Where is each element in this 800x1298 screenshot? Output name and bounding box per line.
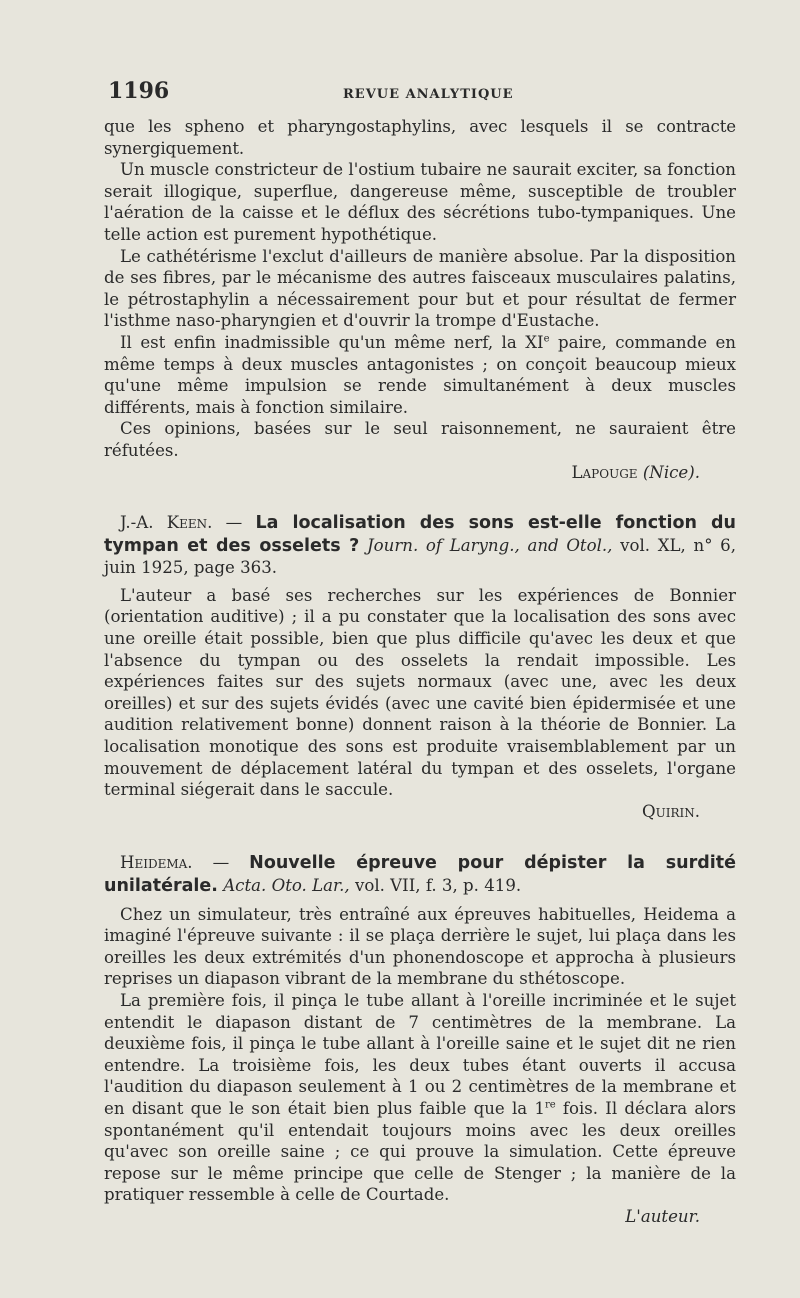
running-head: REVUE ANALYTIQUE [343,87,514,102]
citation: vol. XL, n° 6, juin 1925, page 363. [104,535,736,578]
page-body [104,116,736,1228]
article-heading: Heidema. — Nouvelle épreuve pour dépister la surdité unilatérale. Acta. Oto. Lar., vol. VII, f. 3, p. 419. [104,853,736,896]
citation: vol. VII, f. 3, p. 419. [349,876,522,895]
journal: Acta. Oto. Lar., [223,876,350,895]
paragraph: que les spheno et pharyngostaphylins, avec lesquels il se contracte synergiquement. [104,117,736,158]
paragraph: Chez un simulateur, très entraîné aux épreuves habituelles, Heidema a imaginé l'épreuve suivante : il se plaça derrière le sujet, lui plaça dans les oreilles les deux extrémités d'un phonendoscope et approcha à plusieurs reprises un diapason vibrant de la membrane du sthétoscope. [104,904,736,989]
article-heading: J.-A. Keen. — La localisation des sons est-elle fonction du tympan et des osselets ? Journ. of Laryng., and Otol., vol. XL, n° 6, juin 1925, page 363. [104,513,736,578]
article-author: J.-A. Keen. [120,513,213,533]
paragraph: Le cathétérisme l'exclut d'ailleurs de manière absolue. Par la disposition de ses fibres, par le mécanisme des autres faisceaux musculaires palatins, le pétrostaphylin a nécessairement pour but et pour résultat de fermer l'isthme naso-pharyngien et d'ouvrir la trompe d'Eustache. [104,246,736,331]
paragraph: Il est enfin inadmissible qu'un même nerf, la XIe paire, commande en même temps à deux muscles antagonistes ; on conçoit beaucoup mieux qu'une même impulsion se rende simultanément à deux muscles différents, mais à fonction similaire. [104,332,736,417]
paragraph: Ces opinions, basées sur le seul raisonnement, ne sauraient être réfutées. [104,419,736,460]
journal: Journ. of Laryng., and Otol., [367,535,613,555]
article-title: Nouvelle épreuve pour dépister la surdité unilatérale. [104,853,736,896]
page-header [108,78,738,108]
signature: Quirin. [641,801,700,821]
article-title: La localisation des sons est-elle fonction du tympan et des osselets ? [104,513,736,556]
paragraph: La première fois, il pinça le tube allant à l'oreille incriminée et le sujet entendit le diapason distant de 7 centimètres de la membrane. La deuxième fois, il pinça le tube allant à l'oreille saine et le sujet dit ne rien entendre. La troisième fois, les deux tubes étant ouverts il accusa l'audition du diapason seulement à 1 ou 2 centimètres de la membrane et en disant que le son était bien plus faible que la 1re fois. Il déclara alors spontanément qu'il entendait toujours moins avec les deux oreilles qu'avec son oreille saine ; ce qui prouve la simulation. Cette épreuve repose sur le même principe que celle de Stenger ; la manière de la pratiquer ressemble à celle de Courtade. [104,990,736,1205]
page-number: 1196 [108,78,170,104]
paragraph: L'auteur a basé ses recherches sur les expériences de Bonnier (orientation auditive) ; il a pu constater que la localisation des sons avec une oreille était possible, bien que plus difficile qu'avec les deux et que l'absence du tympan ou des osselets la rendait impossible. Les expériences faites sur des sujets normaux (avec une, avec les deux oreilles) et sur des sujets évidés (avec une cavité bien épidermisée et une audition relativement bonne) donnent raison à la théorie de Bonnier. La localisation monotique des sons est produite vraisemblablement par un mouvement de déplacement latéral du tympan et des osselets, l'organe terminal siégerait dans le saccule. [104,585,736,800]
signature: L'auteur. [625,1206,700,1226]
article-author: Heidema. [120,853,193,873]
paragraph: Un muscle constricteur de l'ostium tubaire ne saurait exciter, sa fonction serait illogique, superflue, dangereuse même, susceptible de troubler l'aération de la caisse et le déflux des sécrétions tubo-tympaniques. Une telle action est purement hypothétique. [104,160,736,244]
signature: Lapouge (Nice). [571,462,700,482]
